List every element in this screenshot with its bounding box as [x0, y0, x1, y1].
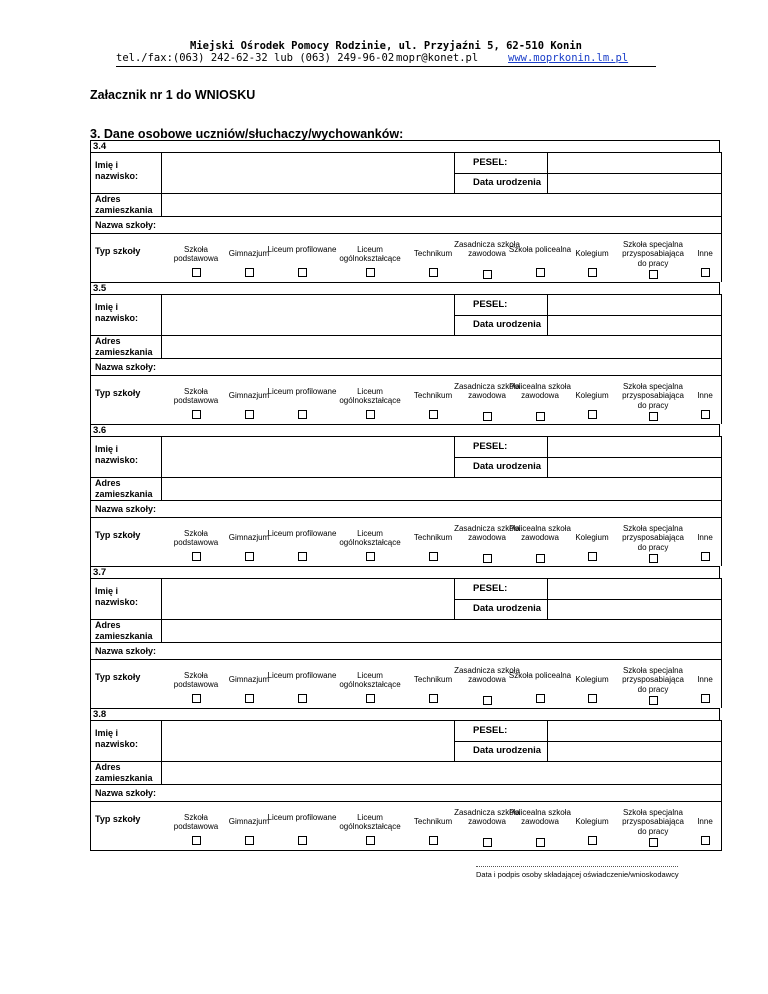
school-name-field[interactable] [90, 642, 722, 660]
pesel-label: PESEL: [473, 157, 508, 168]
school-type-checkbox[interactable] [588, 268, 597, 277]
school-type-checkbox[interactable] [483, 838, 492, 847]
student-block [90, 708, 722, 850]
school-type-option-label: Technikum [413, 817, 453, 827]
school-type-checkbox[interactable] [429, 410, 438, 419]
school-type-option-label: Gimnazjum [228, 391, 270, 401]
school-type-option-label: Policealna szkoła zawodowa [509, 381, 571, 401]
name-field[interactable] [161, 578, 455, 620]
school-type-label: Typ szkoły [95, 388, 141, 398]
school-name-label: Nazwa szkoły: [95, 220, 157, 230]
pesel-field[interactable] [547, 436, 722, 458]
school-type-option-label: Technikum [413, 391, 453, 401]
school-type-checkbox[interactable] [245, 268, 254, 277]
school-name-field[interactable] [90, 784, 722, 802]
school-type-checkbox[interactable] [649, 696, 658, 705]
birth-date-field[interactable] [547, 741, 722, 762]
name-field[interactable] [161, 720, 455, 762]
school-type-checkbox[interactable] [366, 836, 375, 845]
school-type-option-label: Kolegium [575, 391, 609, 401]
school-type-option-label: Szkoła specjalna przysposabiająca do pracy [622, 665, 684, 694]
school-type-checkbox[interactable] [245, 552, 254, 561]
school-type-checkbox[interactable] [649, 412, 658, 421]
school-name-field[interactable] [90, 358, 722, 376]
school-type-option-label: Gimnazjum [228, 249, 270, 259]
school-type-option-label: Technikum [413, 533, 453, 543]
school-type-option-label: Inne [697, 249, 713, 259]
signature-caption: Data i podpis osoby składającej oświadczenie/wnioskodawcy [476, 870, 679, 879]
school-type-checkbox[interactable] [245, 410, 254, 419]
school-type-checkbox[interactable] [192, 694, 201, 703]
student-block [90, 282, 722, 424]
school-type-checkbox[interactable] [192, 268, 201, 277]
address-field[interactable] [161, 477, 722, 501]
school-type-option-label: Liceum profilowane [267, 528, 337, 538]
header-website-link[interactable]: www.moprkonin.lm.pl [508, 52, 629, 64]
school-type-checkbox[interactable] [536, 412, 545, 421]
pesel-label: PESEL: [473, 441, 508, 452]
school-type-checkbox[interactable] [649, 554, 658, 563]
school-type-option-label: Zasadnicza szkoła zawodowa [454, 807, 520, 827]
school-type-option-label: Gimnazjum [228, 817, 270, 827]
birth-date-label: Data urodzenia [473, 319, 542, 330]
school-type-option-label: Inne [697, 533, 713, 543]
address-field[interactable] [161, 193, 722, 217]
header-phone: tel./fax:(063) 242-62-32 lub (063) 249-96-02 [116, 52, 395, 64]
school-type-checkbox[interactable] [483, 412, 492, 421]
school-type-option-label: Policealna szkoła zawodowa [509, 523, 571, 543]
school-type-checkbox[interactable] [366, 410, 375, 419]
school-type-checkbox[interactable] [536, 268, 545, 277]
school-name-label: Nazwa szkoły: [95, 788, 157, 798]
school-type-option-label: Liceum ogólnokształcące [339, 386, 401, 405]
school-type-option-label: Zasadnicza szkoła zawodowa [454, 239, 520, 259]
school-type-option-label: Zasadnicza szkoła zawodowa [454, 665, 520, 685]
school-name-label: Nazwa szkoły: [95, 646, 157, 656]
school-type-option-label: Gimnazjum [228, 533, 270, 543]
school-type-option-label: Inne [697, 675, 713, 685]
school-type-checkbox[interactable] [649, 838, 658, 847]
birth-date-label: Data urodzenia [473, 177, 542, 188]
pesel-field[interactable] [547, 720, 722, 742]
school-type-checkbox[interactable] [192, 552, 201, 561]
pesel-label: PESEL: [473, 299, 508, 310]
school-type-checkbox[interactable] [298, 410, 307, 419]
school-type-option-label: Liceum profilowane [267, 386, 337, 396]
header-title: Miejski Ośrodek Pomocy Rodzinie, ul. Przyjaźni 5, 62-510 Konin [190, 40, 582, 52]
school-type-checkbox[interactable] [245, 836, 254, 845]
student-block [90, 566, 722, 708]
school-type-option-label: Szkoła specjalna przysposabiająca do pracy [622, 523, 684, 552]
school-type-checkbox[interactable] [701, 552, 710, 561]
school-type-option-label: Szkoła specjalna przysposabiająca do pracy [622, 381, 684, 410]
block-number: 3.6 [90, 424, 720, 436]
school-type-checkbox[interactable] [588, 410, 597, 419]
block-number: 3.8 [90, 708, 720, 720]
section-title: 3. Dane osobowe uczniów/słuchaczy/wychowanków: [90, 127, 404, 141]
school-type-checkbox[interactable] [483, 696, 492, 705]
school-name-field[interactable] [90, 500, 722, 518]
school-type-checkbox[interactable] [536, 838, 545, 847]
school-type-option-label: Technikum [413, 675, 453, 685]
school-type-option-label: Liceum ogólnokształcące [339, 812, 401, 831]
name-label: Imię i nazwisko: [95, 302, 139, 323]
school-type-checkbox[interactable] [429, 268, 438, 277]
pesel-field[interactable] [547, 578, 722, 600]
school-type-option-label: Szkoła podstawowa [173, 528, 219, 547]
address-field[interactable] [161, 619, 722, 643]
school-type-option-label: Liceum profilowane [267, 670, 337, 680]
school-name-label: Nazwa szkoły: [95, 362, 157, 372]
header-email: mopr@konet.pl [396, 52, 479, 64]
school-type-option-label: Kolegium [575, 533, 609, 543]
school-type-checkbox[interactable] [366, 694, 375, 703]
pesel-label: PESEL: [473, 725, 508, 736]
name-label: Imię i nazwisko: [95, 160, 139, 181]
school-type-checkbox[interactable] [366, 268, 375, 277]
address-label: Adres zamieszkania [95, 336, 153, 357]
school-type-option-label: Szkoła podstawowa [173, 386, 219, 405]
header-contact [116, 52, 656, 66]
birth-date-field[interactable] [547, 599, 722, 620]
school-type-option-label: Liceum ogólnokształcące [339, 244, 401, 263]
school-type-option-label: Szkoła podstawowa [173, 670, 219, 689]
school-type-label: Typ szkoły [95, 530, 141, 540]
school-type-checkbox[interactable] [298, 552, 307, 561]
birth-date-field[interactable] [547, 457, 722, 478]
student-block [90, 424, 722, 566]
birth-date-label: Data urodzenia [473, 745, 542, 756]
school-type-checkbox[interactable] [588, 694, 597, 703]
school-type-checkbox[interactable] [429, 694, 438, 703]
school-type-checkbox[interactable] [298, 836, 307, 845]
student-block [90, 140, 722, 282]
school-type-checkbox[interactable] [245, 694, 254, 703]
school-name-field[interactable] [90, 216, 722, 234]
block-number: 3.7 [90, 566, 720, 578]
school-type-option-label: Szkoła specjalna przysposabiająca do pracy [622, 807, 684, 836]
school-type-checkbox[interactable] [366, 552, 375, 561]
school-type-option-label: Kolegium [575, 817, 609, 827]
school-type-option-label: Technikum [413, 249, 453, 259]
school-type-option-label: Szkoła specjalna przysposabiająca do pracy [622, 239, 684, 268]
school-type-option-label: Inne [697, 817, 713, 827]
school-type-checkbox[interactable] [429, 836, 438, 845]
header-divider [116, 66, 656, 67]
school-type-checkbox[interactable] [701, 268, 710, 277]
school-type-checkbox[interactable] [649, 270, 658, 279]
school-type-option-label: Liceum profilowane [267, 812, 337, 822]
address-label: Adres zamieszkania [95, 762, 153, 783]
school-type-checkbox[interactable] [701, 410, 710, 419]
school-type-option-label: Kolegium [575, 675, 609, 685]
block-number: 3.4 [90, 140, 720, 152]
school-type-option-label: Inne [697, 391, 713, 401]
school-type-option-label: Zasadnicza szkoła zawodowa [454, 523, 520, 543]
address-field[interactable] [161, 761, 722, 785]
school-type-checkbox[interactable] [701, 836, 710, 845]
school-type-checkbox[interactable] [192, 836, 201, 845]
address-label: Adres zamieszkania [95, 194, 153, 215]
school-type-checkbox[interactable] [192, 410, 201, 419]
school-type-checkbox[interactable] [536, 694, 545, 703]
name-label: Imię i nazwisko: [95, 728, 139, 749]
school-type-checkbox[interactable] [298, 268, 307, 277]
name-label: Imię i nazwisko: [95, 444, 139, 465]
school-type-checkbox[interactable] [536, 554, 545, 563]
block-number: 3.5 [90, 282, 720, 294]
school-type-option-label: Policealna szkoła zawodowa [509, 807, 571, 827]
school-name-label: Nazwa szkoły: [95, 504, 157, 514]
school-type-label: Typ szkoły [95, 672, 141, 682]
school-type-option-label: Liceum ogólnokształcące [339, 670, 401, 689]
school-type-option-label: Zasadnicza szkoła zawodowa [454, 381, 520, 401]
pesel-field[interactable] [547, 294, 722, 316]
birth-date-label: Data urodzenia [473, 461, 542, 472]
school-type-checkbox[interactable] [588, 552, 597, 561]
school-type-checkbox[interactable] [483, 270, 492, 279]
school-type-checkbox[interactable] [588, 836, 597, 845]
school-type-option-label: Gimnazjum [228, 675, 270, 685]
school-type-option-label: Kolegium [575, 249, 609, 259]
school-type-label: Typ szkoły [95, 814, 141, 824]
school-type-label: Typ szkoły [95, 246, 141, 256]
address-label: Adres zamieszkania [95, 620, 153, 641]
school-type-checkbox[interactable] [429, 552, 438, 561]
school-type-option-label: Szkoła podstawowa [173, 812, 219, 831]
birth-date-field[interactable] [547, 173, 722, 194]
school-type-option-label: Szkoła policealna [508, 670, 572, 680]
school-type-option-label: Liceum profilowane [267, 244, 337, 254]
school-type-checkbox[interactable] [298, 694, 307, 703]
address-label: Adres zamieszkania [95, 478, 153, 499]
student-data-form [90, 140, 722, 851]
birth-date-label: Data urodzenia [473, 603, 542, 614]
signature-line [476, 866, 678, 867]
address-field[interactable] [161, 335, 722, 359]
pesel-field[interactable] [547, 152, 722, 174]
school-type-checkbox[interactable] [483, 554, 492, 563]
attachment-title: Załacznik nr 1 do WNIOSKU [90, 88, 256, 102]
name-label: Imię i nazwisko: [95, 586, 139, 607]
birth-date-field[interactable] [547, 315, 722, 336]
school-type-option-label: Liceum ogólnokształcące [339, 528, 401, 547]
name-field[interactable] [161, 294, 455, 336]
name-field[interactable] [161, 152, 455, 194]
school-type-option-label: Szkoła policealna [508, 244, 572, 254]
name-field[interactable] [161, 436, 455, 478]
pesel-label: PESEL: [473, 583, 508, 594]
school-type-option-label: Szkoła podstawowa [173, 244, 219, 263]
school-type-checkbox[interactable] [701, 694, 710, 703]
